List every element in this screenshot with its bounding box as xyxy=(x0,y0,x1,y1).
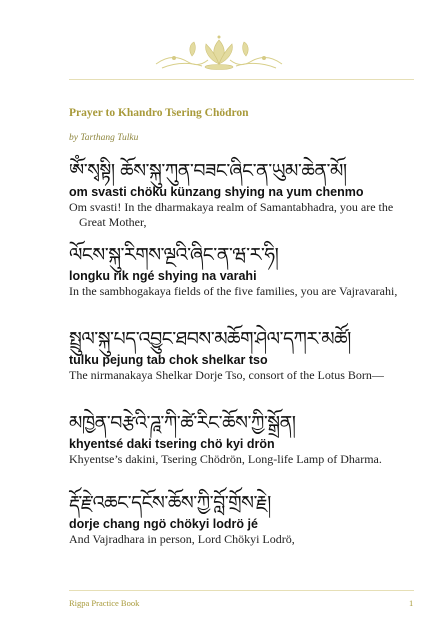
footer-rule xyxy=(69,590,414,591)
translation-line: The nirmanakaya Shelkar Dorje Tso, consort of the Lotus Born— xyxy=(69,368,384,382)
footer-page-number: 1 xyxy=(409,598,414,608)
translation-line: And Vajradhara in person, Lord Chökyi Lodrö, xyxy=(69,532,295,546)
tibetan-line: ཨོཾ་སྭསྟི། ཆོས་སྐུ་ཀུན་བཟང་ཞིང་ན་ཡུམ་ཆེན་མོ། xyxy=(69,160,347,182)
translation-line: Khyentse’s dakini, Tsering Chödrön, Long-life Lamp of Dharma. xyxy=(69,452,382,466)
lotus-ornament-icon xyxy=(152,34,286,74)
tibetan-line: རྡོ་རྗེ་འཆང་དངོས་ཆོས་ཀྱི་བློ་གྲོས་རྗེ། xyxy=(69,492,271,514)
verse-2 xyxy=(69,244,414,328)
verse-3 xyxy=(69,328,414,412)
transliteration-line: tulku pejung tab chok shelkar tso xyxy=(69,353,268,367)
tibetan-line: ལོངས་སྐུ་རིགས་ལྔའི་ཞིང་ན་ཝ་ར་ཧི། xyxy=(69,244,279,266)
translation-line: In the sambhogakaya fields of the five families, you are Vajravarahi, xyxy=(69,284,398,298)
verse-1 xyxy=(69,160,414,244)
translation-line: Om svasti! In the dharmakaya realm of Samantabhadra, you are the Great Mother, xyxy=(69,200,394,229)
tibetan-line: མཁྱེན་བརྩེའི་ཌཱ་ཀི་ཚེ་རིང་ཆོས་ཀྱི་སྒྲོན། xyxy=(69,412,296,434)
header-rule xyxy=(69,79,414,80)
footer-book-title: Rigpa Practice Book xyxy=(69,598,140,608)
verses xyxy=(69,160,414,556)
transliteration-line: longku rik ngé shying na varahi xyxy=(69,269,257,283)
transliteration-line: dorje chang ngö chökyi lodrö jé xyxy=(69,517,258,531)
transliteration-line: khyentsé daki tsering chö kyi drön xyxy=(69,437,275,451)
verse-4 xyxy=(69,412,414,492)
verse-5 xyxy=(69,492,414,556)
prayer-title: Prayer to Khandro Tsering Chödron xyxy=(69,107,249,119)
transliteration-line: om svasti chöku künzang shying na yum chenmo xyxy=(69,185,364,199)
tibetan-line: སྤྲུལ་སྐུ་པད་འབྱུང་ཐབས་མཆོག་ཤེལ་དཀར་མཚོ། xyxy=(69,328,351,350)
prayer-author: by Tarthang Tulku xyxy=(69,133,139,143)
